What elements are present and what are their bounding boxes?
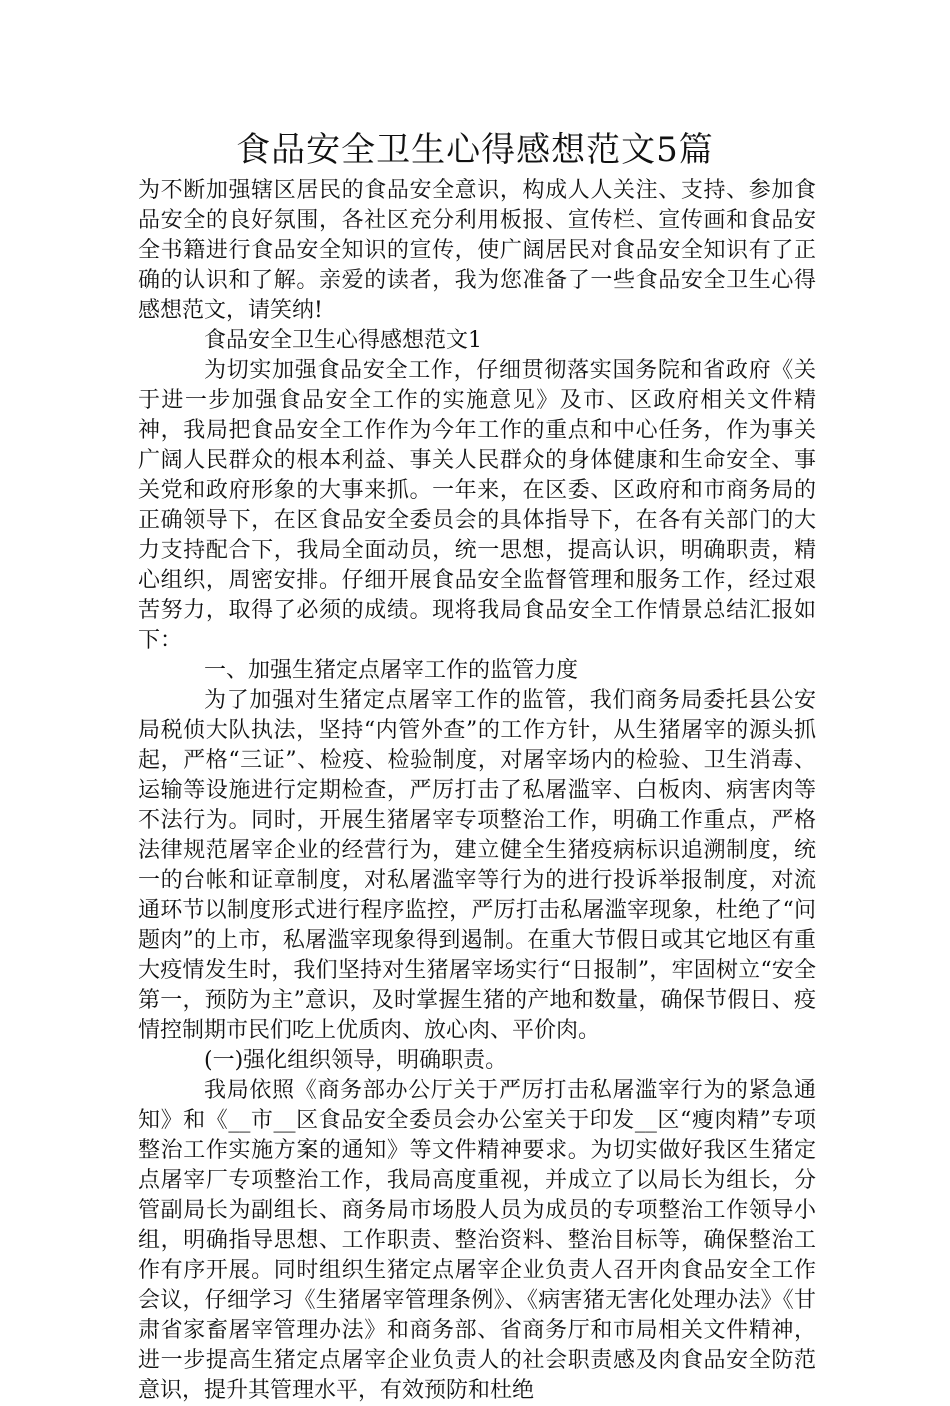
intro-paragraph: 为不断加强辖区居民的食品安全意识，构成人人关注、支持、参加食品安全的良好氛围，各社区充分利用板报、宣传栏、宣传画和食品安全书籍进行食品安全知识的宣传，使广阔居民对食品安全知识有了正确的认识和了解。亲爱的读者，我为您准备了一些食品安全卫生心得感想范文，请笑纳! [138,178,816,323]
body-paragraph: 为切实加强食品安全工作，仔细贯彻落实国务院和省政府《关于进一步加强食品安全工作的实施意见》及市、区政府相关文件精神，我局把食品安全工作作为今年工作的重点和中心任务，作为事关广阔人民群众的根本利益、事关人民群众的身体健康和生命安全、事关党和政府形象的大事来抓。一年来，在区委、区政府和市商务局的正确领导下，在区食品安全委员会的具体指导下，在各有关部门的大力支持配合下，我局全面动员，统一思想，提高认识，明确职责，精心组织，周密安排。仔细开展食品安全监督管理和服务工作，经过艰苦努力，取得了必须的成绩。现将我局食品安全工作情景总结汇报如下： [138,358,816,653]
document-title: 食品安全卫生心得感想范文5篇 [236,130,714,170]
subsection-heading: (一)强化组织领导，明确职责。 [204,1048,508,1073]
section-heading-1: 食品安全卫生心得感想范文1 [204,328,482,353]
body-paragraph: 我局依照《商务部办公厅关于严厉打击私屠滥宰行为的紧急通知》和《__市__区食品安全委员会办公室关于印发__区“瘦肉精”专项整治工作实施方案的通知》等文件精神要求。为切实做好我区生猪定点屠宰厂专项整治工作，我局高度重视，并成立了以局长为组长，分管副局长为副组长、商务局市场股人员为成员的专项整治工作领导小组，明确指导思想、工作职责、整治资料、整治目标等，确保整治工作有序开展。同时组织生猪定点屠宰企业负责人召开肉食品安全工作会议，仔细学习《生猪屠宰管理条例》、《病害猪无害化处理办法》《甘肃省家畜屠宰管理办法》和商务部、省商务厅和市局相关文件精神，进一步提高生猪定点屠宰企业负责人的社会职责感及肉食品安全防范意识，提升其管理水平，有效预防和杜绝 [138,1078,816,1403]
body-paragraph: 为了加强对生猪定点屠宰工作的监管，我们商务局委托县公安局税侦大队执法，坚持“内管外查”的工作方针，从生猪屠宰的源头抓起，严格“三证”、检疫、检验制度，对屠宰场内的检验、卫生消毒、运输等设施进行定期检查，严厉打击了私屠滥宰、白板肉、病害肉等不法行为。同时，开展生猪屠宰专项整治工作，明确工作重点，严格法律规范屠宰企业的经营行为，建立健全生猪疫病标识追溯制度，统一的台帐和证章制度，对私屠滥宰等行为的进行投诉举报制度，对流通环节以制度形式进行程序监控，严厉打击私屠滥宰现象，杜绝了“问题肉”的上市，私屠滥宰现象得到遏制。在重大节假日或其它地区有重大疫情发生时，我们坚持对生猪屠宰场实行“日报制”，牢固树立“安全第一，预防为主”意识，及时掌握生猪的产地和数量，确保节假日、疫情控制期市民们吃上优质肉、放心肉、平价肉。 [138,688,816,1043]
document-body [138,176,816,1406]
section-heading-2: 一、加强生猪定点屠宰工作的监管力度 [204,658,579,683]
